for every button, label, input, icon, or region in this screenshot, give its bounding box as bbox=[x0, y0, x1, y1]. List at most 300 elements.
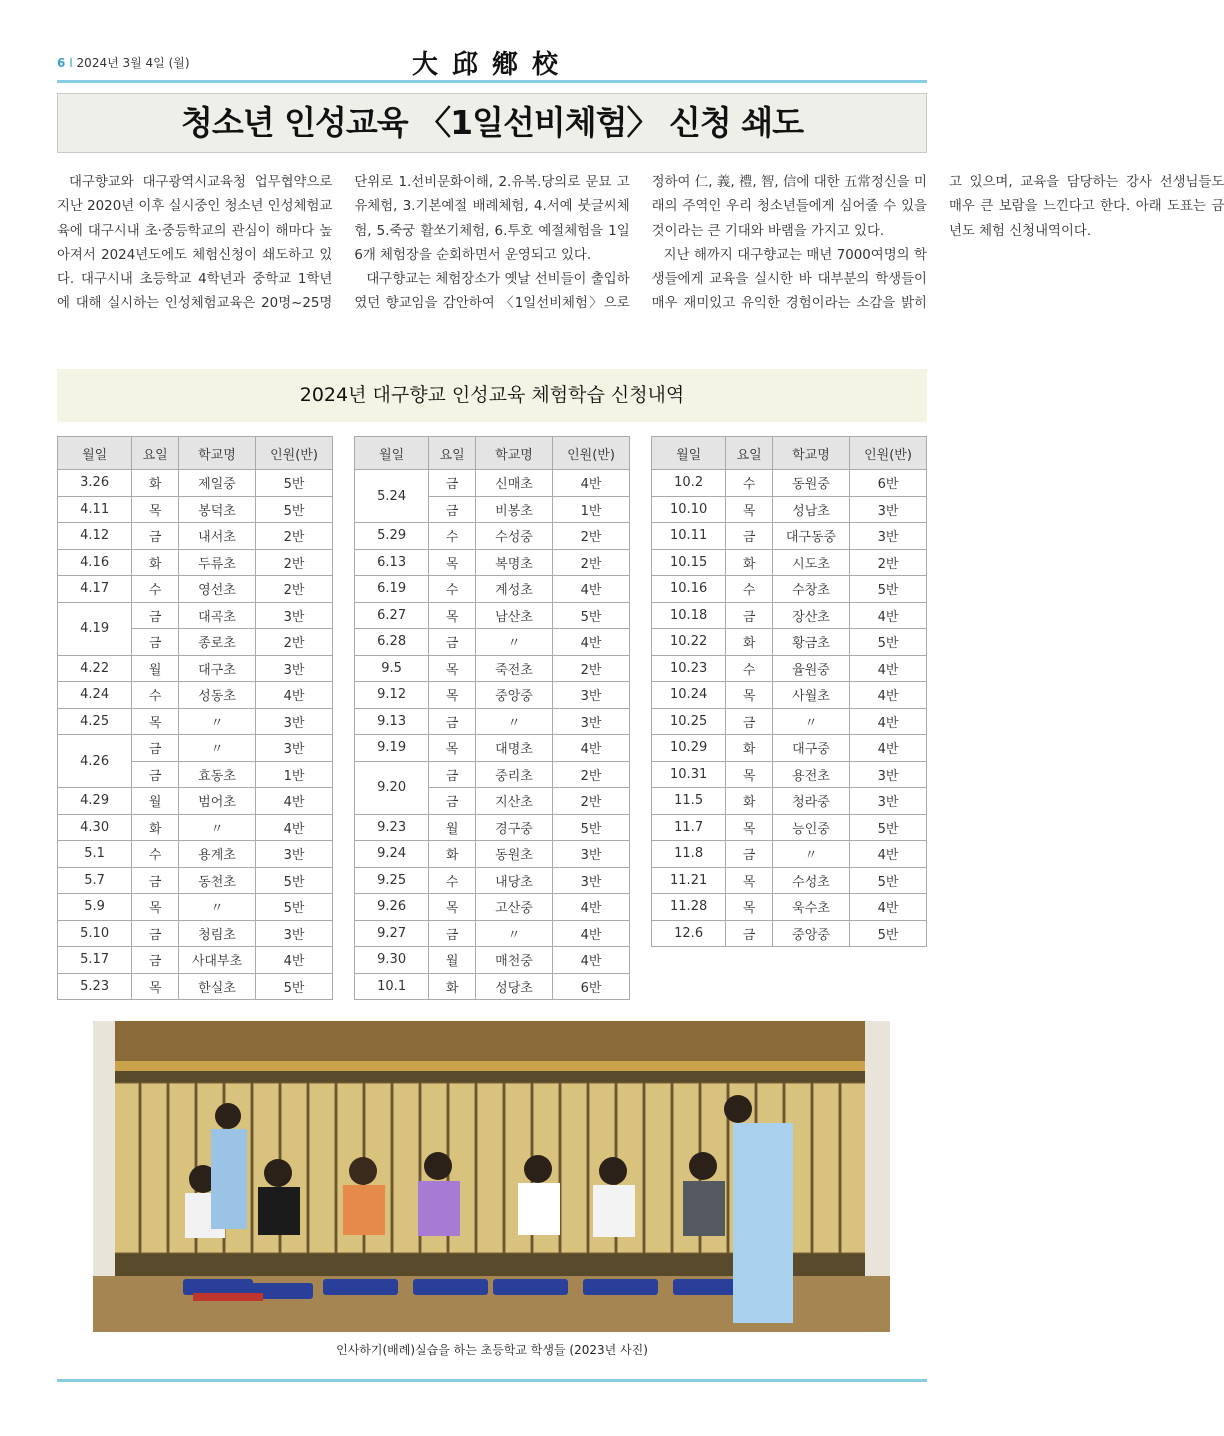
date-cell: 10.18 bbox=[652, 602, 726, 629]
school-cell: 지산초 bbox=[476, 788, 553, 815]
day-cell: 목 bbox=[429, 655, 476, 682]
school-cell: 시도초 bbox=[773, 549, 850, 576]
photo-caption: 인사하기(배례)실습을 하는 초등학교 학생들 (2023년 사진) bbox=[336, 1343, 648, 1357]
school-cell: 〃 bbox=[179, 814, 256, 841]
table-row bbox=[652, 814, 927, 841]
column-header: 요일 bbox=[429, 437, 476, 470]
event-photo bbox=[93, 1021, 890, 1332]
school-cell: 영선초 bbox=[179, 576, 256, 603]
date-cell: 5.9 bbox=[58, 894, 132, 921]
school-cell: 내당초 bbox=[476, 867, 553, 894]
day-cell: 목 bbox=[726, 867, 773, 894]
day-cell: 월 bbox=[132, 655, 179, 682]
classes-cell: 4반 bbox=[850, 682, 927, 709]
classes-cell: 4반 bbox=[850, 894, 927, 921]
school-cell: 〃 bbox=[773, 841, 850, 868]
school-cell: 범어초 bbox=[179, 788, 256, 815]
classes-cell: 4반 bbox=[553, 470, 630, 497]
table-row bbox=[355, 920, 630, 947]
table-row bbox=[652, 841, 927, 868]
school-cell: 황금초 bbox=[773, 629, 850, 656]
school-cell: 수성초 bbox=[773, 867, 850, 894]
classes-cell: 2반 bbox=[256, 523, 333, 550]
school-cell: 수창초 bbox=[773, 576, 850, 603]
classes-cell: 3반 bbox=[553, 708, 630, 735]
date-cell: 9.25 bbox=[355, 867, 429, 894]
table-header-row bbox=[652, 437, 927, 470]
school-cell: 계성초 bbox=[476, 576, 553, 603]
classes-cell: 5반 bbox=[850, 920, 927, 947]
day-cell: 목 bbox=[132, 894, 179, 921]
classes-cell: 2반 bbox=[553, 549, 630, 576]
classes-cell: 5반 bbox=[553, 602, 630, 629]
article-paragraph: 지난 해까지 대구향교는 매년 7000여명의 학생들에게 교육을 실시한 바 대부분의 학생들이 매우 재미있고 유익한 경험이라는 소감을 밝히고 있으며, 교육을 담당하는 강사 선생님들도 매우 큰 보람을 느낀다고 한다. 아래 도표는 금년도 체험 신청내역이다. bbox=[651, 175, 1224, 312]
classes-cell: 5반 bbox=[850, 576, 927, 603]
table-row bbox=[58, 867, 333, 894]
date-cell: 10.10 bbox=[652, 496, 726, 523]
table-row bbox=[652, 682, 927, 709]
classes-cell: 2반 bbox=[256, 576, 333, 603]
day-cell: 금 bbox=[726, 523, 773, 550]
school-cell: 〃 bbox=[179, 735, 256, 762]
school-cell: 사대부초 bbox=[179, 947, 256, 974]
classes-cell: 3반 bbox=[553, 841, 630, 868]
column-header: 인원(반) bbox=[850, 437, 927, 470]
classes-cell: 5반 bbox=[850, 814, 927, 841]
classes-cell: 5반 bbox=[256, 894, 333, 921]
column-header: 월일 bbox=[58, 437, 132, 470]
classes-cell: 2반 bbox=[553, 788, 630, 815]
schedule-table-1 bbox=[57, 436, 333, 1000]
classes-cell: 5반 bbox=[553, 814, 630, 841]
school-cell: 〃 bbox=[179, 894, 256, 921]
classes-cell: 3반 bbox=[256, 841, 333, 868]
school-cell: 용계초 bbox=[179, 841, 256, 868]
schedule-table-3 bbox=[651, 436, 927, 947]
table-row bbox=[58, 549, 333, 576]
school-cell: 고산중 bbox=[476, 894, 553, 921]
day-cell: 수 bbox=[726, 655, 773, 682]
table-row bbox=[652, 655, 927, 682]
school-cell: 남산초 bbox=[476, 602, 553, 629]
school-cell: 성당초 bbox=[476, 973, 553, 1000]
day-cell: 화 bbox=[429, 973, 476, 1000]
date-cell: 5.10 bbox=[58, 920, 132, 947]
classes-cell: 4반 bbox=[256, 947, 333, 974]
masthead: 大邱鄕校 bbox=[411, 50, 572, 80]
day-cell: 목 bbox=[726, 761, 773, 788]
column-header: 인원(반) bbox=[553, 437, 630, 470]
table-row bbox=[355, 602, 630, 629]
day-cell: 목 bbox=[726, 682, 773, 709]
school-cell: 중리초 bbox=[476, 761, 553, 788]
date-cell: 9.20 bbox=[355, 761, 429, 814]
day-cell: 수 bbox=[132, 841, 179, 868]
school-cell: 신매초 bbox=[476, 470, 553, 497]
date-cell: 10.29 bbox=[652, 735, 726, 762]
date-cell: 9.23 bbox=[355, 814, 429, 841]
table-title-band bbox=[57, 369, 927, 422]
classes-cell: 4반 bbox=[256, 682, 333, 709]
classes-cell: 4반 bbox=[553, 735, 630, 762]
date-cell: 4.26 bbox=[58, 735, 132, 788]
day-cell: 금 bbox=[429, 629, 476, 656]
day-cell: 목 bbox=[132, 496, 179, 523]
table-row bbox=[355, 947, 630, 974]
date-cell: 11.28 bbox=[652, 894, 726, 921]
day-cell: 금 bbox=[429, 496, 476, 523]
date-cell: 4.11 bbox=[58, 496, 132, 523]
table-row bbox=[58, 841, 333, 868]
table-row bbox=[58, 576, 333, 603]
date-cell: 6.19 bbox=[355, 576, 429, 603]
day-cell: 수 bbox=[429, 576, 476, 603]
column-header: 월일 bbox=[652, 437, 726, 470]
day-cell: 목 bbox=[726, 894, 773, 921]
classes-cell: 5반 bbox=[850, 629, 927, 656]
classes-cell: 4반 bbox=[850, 841, 927, 868]
issue-date: 2024년 3월 4일 (월) bbox=[76, 56, 190, 70]
day-cell: 화 bbox=[132, 814, 179, 841]
date-cell: 5.24 bbox=[355, 470, 429, 523]
date-cell: 10.31 bbox=[652, 761, 726, 788]
day-cell: 금 bbox=[132, 920, 179, 947]
date-cell: 4.25 bbox=[58, 708, 132, 735]
school-cell: 〃 bbox=[476, 920, 553, 947]
school-cell: 청림초 bbox=[179, 920, 256, 947]
table-row bbox=[652, 788, 927, 815]
table-row bbox=[355, 761, 630, 788]
date-cell: 4.16 bbox=[58, 549, 132, 576]
column-header: 인원(반) bbox=[256, 437, 333, 470]
school-cell: 중앙중 bbox=[476, 682, 553, 709]
header-rule bbox=[57, 80, 927, 83]
table-row bbox=[58, 947, 333, 974]
classes-cell: 4반 bbox=[850, 708, 927, 735]
date-cell: 11.8 bbox=[652, 841, 726, 868]
school-cell: 복명초 bbox=[476, 549, 553, 576]
day-cell: 금 bbox=[726, 920, 773, 947]
school-cell: 제일중 bbox=[179, 470, 256, 497]
classes-cell: 4반 bbox=[553, 947, 630, 974]
table-row bbox=[652, 549, 927, 576]
classes-cell: 3반 bbox=[553, 682, 630, 709]
table-row bbox=[355, 523, 630, 550]
table-row bbox=[58, 655, 333, 682]
school-cell: 율원중 bbox=[773, 655, 850, 682]
classes-cell: 4반 bbox=[553, 629, 630, 656]
date-cell: 4.22 bbox=[58, 655, 132, 682]
school-cell: 용전초 bbox=[773, 761, 850, 788]
table-row bbox=[355, 708, 630, 735]
day-cell: 화 bbox=[132, 549, 179, 576]
day-cell: 목 bbox=[726, 814, 773, 841]
school-cell: 한실초 bbox=[179, 973, 256, 1000]
day-cell: 월 bbox=[429, 814, 476, 841]
classes-cell: 4반 bbox=[553, 920, 630, 947]
day-cell: 금 bbox=[132, 629, 179, 656]
classes-cell: 2반 bbox=[850, 549, 927, 576]
date-cell: 10.22 bbox=[652, 629, 726, 656]
day-cell: 수 bbox=[726, 470, 773, 497]
page-header bbox=[57, 48, 927, 80]
date-cell: 5.17 bbox=[58, 947, 132, 974]
school-cell: 수성중 bbox=[476, 523, 553, 550]
classes-cell: 2반 bbox=[553, 523, 630, 550]
date-cell: 11.21 bbox=[652, 867, 726, 894]
classes-cell: 4반 bbox=[850, 655, 927, 682]
date-cell: 10.23 bbox=[652, 655, 726, 682]
table-row bbox=[355, 814, 630, 841]
date-cell: 9.13 bbox=[355, 708, 429, 735]
schedule-table-2 bbox=[354, 436, 630, 1000]
classes-cell: 1반 bbox=[553, 496, 630, 523]
school-cell: 사월초 bbox=[773, 682, 850, 709]
date-cell: 4.17 bbox=[58, 576, 132, 603]
school-cell: 동원중 bbox=[773, 470, 850, 497]
classes-cell: 2반 bbox=[256, 549, 333, 576]
school-cell: 〃 bbox=[179, 708, 256, 735]
classes-cell: 3반 bbox=[850, 496, 927, 523]
day-cell: 금 bbox=[132, 602, 179, 629]
date-cell: 9.26 bbox=[355, 894, 429, 921]
day-cell: 목 bbox=[132, 973, 179, 1000]
column-header: 월일 bbox=[355, 437, 429, 470]
classes-cell: 3반 bbox=[553, 867, 630, 894]
day-cell: 금 bbox=[132, 523, 179, 550]
date-cell: 9.27 bbox=[355, 920, 429, 947]
classes-cell: 3반 bbox=[256, 655, 333, 682]
date-cell: 6.28 bbox=[355, 629, 429, 656]
school-cell: 경구중 bbox=[476, 814, 553, 841]
day-cell: 화 bbox=[726, 788, 773, 815]
classes-cell: 6반 bbox=[850, 470, 927, 497]
article-body bbox=[57, 171, 1224, 341]
classes-cell: 2반 bbox=[553, 655, 630, 682]
day-cell: 목 bbox=[429, 735, 476, 762]
school-cell: 능인중 bbox=[773, 814, 850, 841]
date-cell: 12.6 bbox=[652, 920, 726, 947]
table-row bbox=[58, 973, 333, 1000]
date-cell: 11.5 bbox=[652, 788, 726, 815]
table-row bbox=[652, 470, 927, 497]
classes-cell: 2반 bbox=[553, 761, 630, 788]
date-cell: 9.12 bbox=[355, 682, 429, 709]
column-header: 요일 bbox=[132, 437, 179, 470]
date-cell: 4.29 bbox=[58, 788, 132, 815]
classes-cell: 6반 bbox=[553, 973, 630, 1000]
table-row bbox=[58, 602, 333, 629]
table-row bbox=[58, 894, 333, 921]
table-row bbox=[355, 576, 630, 603]
table-row bbox=[355, 470, 630, 497]
day-cell: 목 bbox=[429, 602, 476, 629]
school-cell: 성동초 bbox=[179, 682, 256, 709]
classes-cell: 4반 bbox=[256, 814, 333, 841]
table-row bbox=[355, 973, 630, 1000]
date-cell: 10.1 bbox=[355, 973, 429, 1000]
date-cell: 4.19 bbox=[58, 602, 132, 655]
classes-cell: 3반 bbox=[850, 788, 927, 815]
table-header-row bbox=[58, 437, 333, 470]
classes-cell: 3반 bbox=[256, 602, 333, 629]
page-number: 6 bbox=[57, 56, 66, 70]
day-cell: 화 bbox=[132, 470, 179, 497]
classes-cell: 5반 bbox=[256, 867, 333, 894]
school-cell: 죽전초 bbox=[476, 655, 553, 682]
date-cell: 10.16 bbox=[652, 576, 726, 603]
table-row bbox=[58, 682, 333, 709]
date-cell: 10.25 bbox=[652, 708, 726, 735]
day-cell: 화 bbox=[429, 841, 476, 868]
table-row bbox=[652, 920, 927, 947]
table-row bbox=[652, 629, 927, 656]
school-cell: 내서초 bbox=[179, 523, 256, 550]
school-cell: 중앙중 bbox=[773, 920, 850, 947]
day-cell: 수 bbox=[429, 523, 476, 550]
day-cell: 수 bbox=[132, 576, 179, 603]
table-row bbox=[355, 629, 630, 656]
table-row bbox=[58, 788, 333, 815]
table-row bbox=[58, 470, 333, 497]
table-row bbox=[355, 841, 630, 868]
school-cell: 대곡초 bbox=[179, 602, 256, 629]
headline: 청소년 인성교육 〈1일선비체험〉 신청 쇄도 bbox=[181, 103, 803, 142]
day-cell: 금 bbox=[132, 947, 179, 974]
date-cell: 10.24 bbox=[652, 682, 726, 709]
table-row bbox=[58, 735, 333, 762]
table-row bbox=[652, 735, 927, 762]
classes-cell: 5반 bbox=[256, 496, 333, 523]
table-row bbox=[355, 682, 630, 709]
date-cell: 5.1 bbox=[58, 841, 132, 868]
table-header-row bbox=[355, 437, 630, 470]
date-cell: 4.24 bbox=[58, 682, 132, 709]
date-cell: 4.30 bbox=[58, 814, 132, 841]
table-row bbox=[58, 523, 333, 550]
school-cell: 봉덕초 bbox=[179, 496, 256, 523]
day-cell: 금 bbox=[429, 761, 476, 788]
date-cell: 6.27 bbox=[355, 602, 429, 629]
classes-cell: 3반 bbox=[256, 708, 333, 735]
day-cell: 금 bbox=[132, 867, 179, 894]
day-cell: 화 bbox=[726, 549, 773, 576]
table-row bbox=[58, 496, 333, 523]
date-cell: 3.26 bbox=[58, 470, 132, 497]
classes-cell: 4반 bbox=[850, 735, 927, 762]
headline-box bbox=[57, 93, 927, 153]
day-cell: 목 bbox=[429, 682, 476, 709]
day-cell: 수 bbox=[726, 576, 773, 603]
day-cell: 월 bbox=[429, 947, 476, 974]
day-cell: 금 bbox=[429, 920, 476, 947]
classes-cell: 1반 bbox=[256, 761, 333, 788]
day-cell: 금 bbox=[726, 841, 773, 868]
day-cell: 수 bbox=[429, 867, 476, 894]
footer-rule bbox=[57, 1379, 927, 1382]
day-cell: 금 bbox=[132, 761, 179, 788]
date-cell: 9.19 bbox=[355, 735, 429, 762]
date-cell: 5.29 bbox=[355, 523, 429, 550]
school-cell: 욱수초 bbox=[773, 894, 850, 921]
school-cell: 〃 bbox=[773, 708, 850, 735]
day-cell: 금 bbox=[429, 470, 476, 497]
school-cell: 대구초 bbox=[179, 655, 256, 682]
day-cell: 목 bbox=[132, 708, 179, 735]
school-cell: 동원초 bbox=[476, 841, 553, 868]
table-row bbox=[652, 894, 927, 921]
day-cell: 화 bbox=[726, 629, 773, 656]
school-cell: 대구동중 bbox=[773, 523, 850, 550]
school-cell: 대구중 bbox=[773, 735, 850, 762]
table-row bbox=[355, 867, 630, 894]
date-cell: 6.13 bbox=[355, 549, 429, 576]
table-row bbox=[652, 761, 927, 788]
school-cell: 장산초 bbox=[773, 602, 850, 629]
classes-cell: 4반 bbox=[553, 576, 630, 603]
school-cell: 종로초 bbox=[179, 629, 256, 656]
school-cell: 동천초 bbox=[179, 867, 256, 894]
date-cell: 9.5 bbox=[355, 655, 429, 682]
day-cell: 목 bbox=[429, 894, 476, 921]
day-cell: 목 bbox=[726, 496, 773, 523]
date-cell: 10.15 bbox=[652, 549, 726, 576]
table-row bbox=[652, 602, 927, 629]
table-row bbox=[652, 867, 927, 894]
table-row bbox=[652, 576, 927, 603]
classes-cell: 4반 bbox=[553, 894, 630, 921]
classes-cell: 4반 bbox=[850, 602, 927, 629]
date-cell: 10.2 bbox=[652, 470, 726, 497]
date-cell: 9.30 bbox=[355, 947, 429, 974]
date-cell: 5.23 bbox=[58, 973, 132, 1000]
article-paragraph: 대구향교는 체험장소가 옛날 선비들이 출입하였던 향교임을 감안하여 〈1일선비체험〉으로 정하여 仁, 義, 禮, 智, 信에 대한 五常정신을 미래의 주역인 우리 청소년들에게 심어줄 수 있을 것이라는 큰 기대와 바램을 가지고 있다. bbox=[354, 175, 927, 312]
classes-cell: 4반 bbox=[256, 788, 333, 815]
school-cell: 매천중 bbox=[476, 947, 553, 974]
school-cell: 비봉초 bbox=[476, 496, 553, 523]
classes-cell: 5반 bbox=[256, 470, 333, 497]
school-cell: 효동초 bbox=[179, 761, 256, 788]
day-cell: 금 bbox=[132, 735, 179, 762]
table-row bbox=[652, 708, 927, 735]
school-cell: 성남초 bbox=[773, 496, 850, 523]
date-cell: 10.11 bbox=[652, 523, 726, 550]
table-row bbox=[652, 496, 927, 523]
table-title: 2024년 대구향교 인성교육 체험학습 신청내역 bbox=[299, 384, 685, 406]
table-row bbox=[355, 549, 630, 576]
column-header: 학교명 bbox=[476, 437, 553, 470]
date-cell: 9.24 bbox=[355, 841, 429, 868]
table-row bbox=[355, 894, 630, 921]
classes-cell: 3반 bbox=[850, 523, 927, 550]
day-cell: 수 bbox=[132, 682, 179, 709]
day-cell: 화 bbox=[726, 735, 773, 762]
table-row bbox=[652, 523, 927, 550]
day-cell: 금 bbox=[726, 602, 773, 629]
school-cell: 〃 bbox=[476, 708, 553, 735]
day-cell: 금 bbox=[726, 708, 773, 735]
date-cell: 4.12 bbox=[58, 523, 132, 550]
school-cell: 두류초 bbox=[179, 549, 256, 576]
day-cell: 목 bbox=[429, 549, 476, 576]
table-row bbox=[58, 814, 333, 841]
table-row bbox=[58, 708, 333, 735]
day-cell: 금 bbox=[429, 708, 476, 735]
date-cell: 11.7 bbox=[652, 814, 726, 841]
day-cell: 월 bbox=[132, 788, 179, 815]
table-row bbox=[58, 920, 333, 947]
school-cell: 청라중 bbox=[773, 788, 850, 815]
